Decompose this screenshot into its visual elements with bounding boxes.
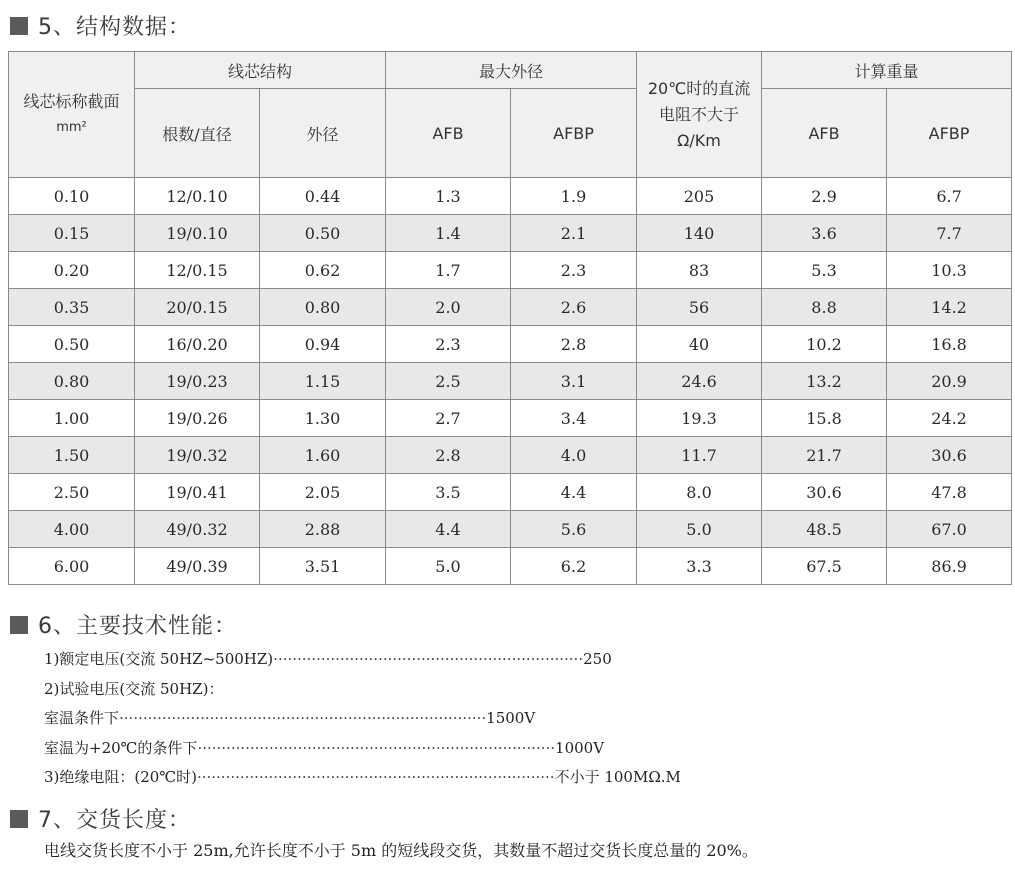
perf-value: 250	[583, 650, 612, 668]
leader-dots: ···········································································	[196, 768, 555, 786]
cell-outer-diameter: 0.80	[260, 289, 386, 326]
header-outer-diameter: 外径	[260, 89, 386, 178]
cell-maxod-afbp: 3.1	[511, 363, 637, 400]
cell-weight-afbp: 24.2	[887, 400, 1012, 437]
cell-section: 0.15	[9, 215, 135, 252]
cell-section: 0.35	[9, 289, 135, 326]
cell-count-diameter: 16/0.20	[135, 326, 260, 363]
cell-maxod-afb: 2.7	[386, 400, 511, 437]
cell-count-diameter: 19/0.32	[135, 437, 260, 474]
cell-resistance: 19.3	[637, 400, 762, 437]
table-row	[9, 400, 1012, 437]
cell-count-diameter: 19/0.26	[135, 400, 260, 437]
cell-count-diameter: 12/0.10	[135, 178, 260, 215]
table-row	[9, 437, 1012, 474]
cell-maxod-afb: 2.0	[386, 289, 511, 326]
section-title: 6、主要技术性能：	[38, 614, 237, 639]
section-heading-structure	[10, 10, 191, 41]
cell-outer-diameter: 1.15	[260, 363, 386, 400]
cell-weight-afb: 48.5	[762, 511, 887, 548]
square-bullet-icon	[10, 17, 28, 35]
cell-count-diameter: 20/0.15	[135, 289, 260, 326]
perf-test-voltage	[44, 675, 681, 705]
cell-resistance: 40	[637, 326, 762, 363]
cell-outer-diameter: 2.05	[260, 474, 386, 511]
cell-outer-diameter: 0.94	[260, 326, 386, 363]
header-maxod-afb: AFB	[386, 89, 511, 178]
table-row	[9, 326, 1012, 363]
cell-outer-diameter: 0.44	[260, 178, 386, 215]
cell-maxod-afb: 3.5	[386, 474, 511, 511]
cell-maxod-afbp: 2.8	[511, 326, 637, 363]
header-weight: 计算重量	[762, 52, 1012, 89]
cell-section: 0.10	[9, 178, 135, 215]
header-section-label: 线芯标称截面	[23, 91, 120, 111]
cell-maxod-afb: 2.3	[386, 326, 511, 363]
cell-weight-afb: 8.8	[762, 289, 887, 326]
cell-maxod-afb: 4.4	[386, 511, 511, 548]
cell-maxod-afbp: 6.2	[511, 548, 637, 585]
cell-weight-afb: 30.6	[762, 474, 887, 511]
section-heading-performance	[10, 609, 237, 640]
cell-count-diameter: 19/0.41	[135, 474, 260, 511]
table-row	[9, 215, 1012, 252]
perf-room-20c	[44, 734, 681, 764]
cell-maxod-afbp: 4.4	[511, 474, 637, 511]
cell-count-diameter: 12/0.15	[135, 252, 260, 289]
cell-resistance: 8.0	[637, 474, 762, 511]
cell-maxod-afb: 5.0	[386, 548, 511, 585]
cell-resistance: 5.0	[637, 511, 762, 548]
table-row	[9, 363, 1012, 400]
cell-outer-diameter: 2.88	[260, 511, 386, 548]
cell-maxod-afb: 2.8	[386, 437, 511, 474]
perf-room-temp	[44, 704, 681, 734]
cell-weight-afbp: 86.9	[887, 548, 1012, 585]
perf-label: 室温为+20℃的条件下	[44, 738, 198, 757]
structure-data-table	[8, 51, 1012, 585]
cell-maxod-afbp: 5.6	[511, 511, 637, 548]
cell-outer-diameter: 1.60	[260, 437, 386, 474]
cell-maxod-afb: 1.3	[386, 178, 511, 215]
table-row	[9, 511, 1012, 548]
cell-section: 4.00	[9, 511, 135, 548]
cell-weight-afb: 5.3	[762, 252, 887, 289]
cell-count-diameter: 19/0.23	[135, 363, 260, 400]
cell-weight-afb: 2.9	[762, 178, 887, 215]
cell-maxod-afb: 2.5	[386, 363, 511, 400]
cell-weight-afbp: 6.7	[887, 178, 1012, 215]
cell-maxod-afb: 1.7	[386, 252, 511, 289]
performance-list	[44, 645, 681, 793]
header-resistance-l2: 电阻不大于	[659, 104, 740, 124]
cell-count-diameter: 49/0.39	[135, 548, 260, 585]
cell-section: 1.00	[9, 400, 135, 437]
cell-section: 0.50	[9, 326, 135, 363]
header-max-od: 最大外径	[386, 52, 637, 89]
cell-section: 0.80	[9, 363, 135, 400]
perf-value: 不小于 100MΩ.M	[554, 768, 681, 786]
leader-dots: ·············································································	[119, 709, 487, 727]
cell-weight-afbp: 30.6	[887, 437, 1012, 474]
leader-dots: ···········································································	[197, 738, 556, 757]
cell-outer-diameter: 0.62	[260, 252, 386, 289]
table-row	[9, 178, 1012, 215]
cell-weight-afbp: 67.0	[887, 511, 1012, 548]
table-row	[9, 289, 1012, 326]
header-core-structure: 线芯结构	[135, 52, 386, 89]
cell-resistance: 11.7	[637, 437, 762, 474]
cell-weight-afb: 13.2	[762, 363, 887, 400]
cell-resistance: 83	[637, 252, 762, 289]
cell-count-diameter: 49/0.32	[135, 511, 260, 548]
cell-section: 1.50	[9, 437, 135, 474]
header-section-unit: mm²	[56, 119, 87, 135]
header-resistance-l3: Ω/Km	[677, 130, 721, 150]
cell-resistance: 205	[637, 178, 762, 215]
cell-resistance: 3.3	[637, 548, 762, 585]
perf-rated-voltage	[44, 645, 681, 675]
leader-dots: ·································································	[273, 650, 584, 668]
cell-maxod-afbp: 2.3	[511, 252, 637, 289]
cell-resistance: 24.6	[637, 363, 762, 400]
square-bullet-icon	[10, 810, 28, 828]
table-row	[9, 252, 1012, 289]
cell-weight-afb: 10.2	[762, 326, 887, 363]
cell-maxod-afbp: 4.0	[511, 437, 637, 474]
section-heading-delivery	[10, 803, 191, 834]
header-weight-afbp: AFBP	[887, 89, 1012, 178]
perf-label: 2)试验电压(交流 50HZ)：	[44, 679, 224, 698]
cell-weight-afb: 15.8	[762, 400, 887, 437]
cell-weight-afbp: 47.8	[887, 474, 1012, 511]
cell-weight-afbp: 7.7	[887, 215, 1012, 252]
cell-count-diameter: 19/0.10	[135, 215, 260, 252]
header-count-diameter: 根数/直径	[135, 89, 260, 178]
cell-resistance: 56	[637, 289, 762, 326]
header-maxod-afbp: AFBP	[511, 89, 637, 178]
perf-label: 1)额定电压(交流 50HZ~500HZ)	[44, 650, 274, 668]
cell-weight-afb: 3.6	[762, 215, 887, 252]
delivery-text: 电线交货长度不小于 25m,允许长度不小于 5m 的短线段交货，其数量不超过交货长度总量的 20%。	[44, 841, 758, 860]
header-resistance-l1: 20℃时的直流	[647, 78, 751, 98]
table-row	[9, 474, 1012, 511]
perf-value: 1000V	[555, 738, 605, 757]
cell-weight-afb: 67.5	[762, 548, 887, 585]
cell-outer-diameter: 3.51	[260, 548, 386, 585]
cell-section: 0.20	[9, 252, 135, 289]
perf-insulation	[44, 763, 681, 793]
section-title: 5、结构数据：	[38, 15, 191, 40]
perf-label: 3)绝缘电阻：(20℃时)	[44, 768, 197, 786]
cell-resistance: 140	[637, 215, 762, 252]
cell-weight-afbp: 20.9	[887, 363, 1012, 400]
cell-maxod-afbp: 2.1	[511, 215, 637, 252]
cell-weight-afbp: 16.8	[887, 326, 1012, 363]
cell-maxod-afbp: 3.4	[511, 400, 637, 437]
table-body	[9, 178, 1012, 585]
header-resistance	[637, 52, 762, 178]
cell-maxod-afbp: 1.9	[511, 178, 637, 215]
cell-section: 6.00	[9, 548, 135, 585]
perf-value: 1500V	[486, 709, 536, 727]
cell-weight-afb: 21.7	[762, 437, 887, 474]
cell-maxod-afbp: 2.6	[511, 289, 637, 326]
section-title: 7、交货长度：	[38, 808, 191, 833]
cell-section: 2.50	[9, 474, 135, 511]
table-row	[9, 548, 1012, 585]
cell-maxod-afb: 1.4	[386, 215, 511, 252]
cell-outer-diameter: 1.30	[260, 400, 386, 437]
header-weight-afb: AFB	[762, 89, 887, 178]
perf-label: 室温条件下	[44, 709, 120, 727]
header-section	[9, 52, 135, 178]
square-bullet-icon	[10, 616, 28, 634]
cell-weight-afbp: 10.3	[887, 252, 1012, 289]
cell-weight-afbp: 14.2	[887, 289, 1012, 326]
cell-outer-diameter: 0.50	[260, 215, 386, 252]
